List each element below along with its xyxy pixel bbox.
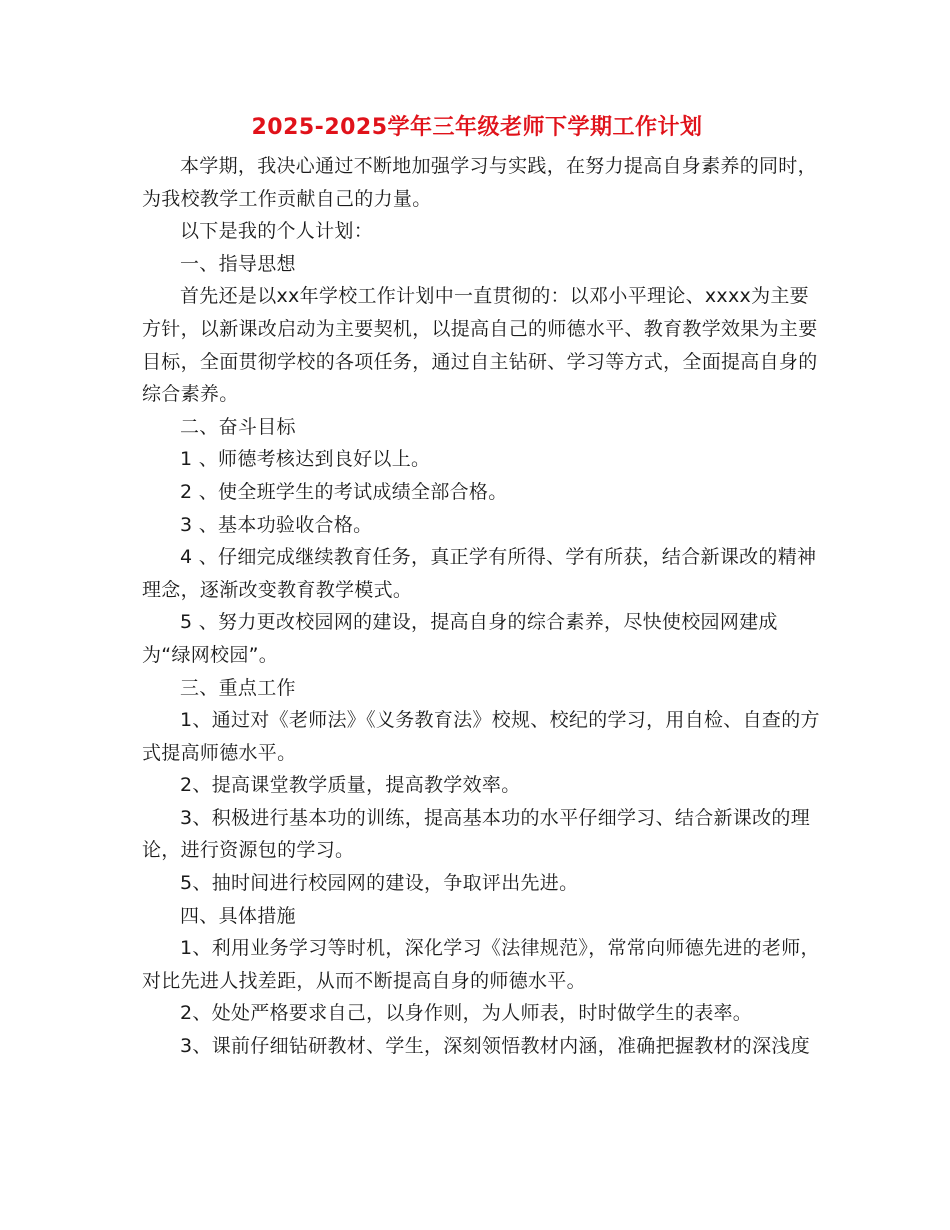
key-work-item-3: 3、积极进行基本功的训练，提高基本功的水平仔细学习、结合新课改的理论，进行资源包的学习。: [142, 806, 810, 862]
measure-item-2: 2、处处严格要求自己，以身作则，为人师表，时时做学生的表率。: [180, 1002, 753, 1025]
document-title: 2025-2025学年三年级老师下学期工作计划: [251, 115, 703, 140]
key-work-item-5: 5、抽时间进行校园网的建设，争取评出先进。: [180, 872, 579, 895]
section-heading-measures: 四、具体措施: [180, 904, 296, 927]
goal-item-5: 5 、努力更改校园网的建设，提高自身的综合素养，尽快使校园网建成为“绿网校园”。: [142, 611, 778, 666]
goal-item-4: 4 、仔细完成继续教育任务，真正学有所得、学有所获，结合新课改的精神理念，逐渐改变教育教学模式。: [142, 546, 817, 601]
goal-item-1: 1 、师德考核达到良好以上。: [180, 448, 431, 471]
measure-item-3: 3、课前仔细钻研教材、学生，深刻领悟教材内涵，准确把握教材的深浅度: [180, 1035, 810, 1058]
paragraph-plan-lead: 以下是我的个人计划：: [180, 220, 374, 243]
section-heading-guiding-thought: 一、指导思想: [180, 252, 296, 275]
key-work-item-1: 1、通过对《老师法》《义务教育法》校规、校纪的学习，用自检、自查的方式提高师德水平。: [142, 709, 820, 764]
document-page: [142, 108, 822, 1063]
section-heading-goals: 二、奋斗目标: [180, 415, 296, 438]
measure-item-1: 1、利用业务学习等时机，深化学习《法律规范》，常常向师德先进的老师，对比先进人找差距，从而不断提高自身的师德水平。: [142, 937, 820, 992]
key-work-item-2: 2、提高课堂教学质量，提高教学效率。: [180, 774, 521, 797]
paragraph-intro: 本学期，我决心通过不断地加强学习与实践，在努力提高自身素养的同时，为我校教学工作贡献自己的力量。: [142, 155, 817, 210]
goal-item-2: 2 、使全班学生的考试成绩全部合格。: [180, 480, 508, 503]
paragraph-guiding-thought: 首先还是以xx年学校工作计划中一直贯彻的：以邓小平理论、xxxx为主要方针，以新课改启动为主要契机，以提高自己的师德水平、教育教学效果为主要目标，全面贯彻学校的各项任务，通过自主钻研、学习等方式，全面提高自身的综合素养。: [142, 285, 818, 406]
section-heading-key-work: 三、重点工作: [180, 676, 296, 699]
goal-item-3: 3 、基本功验收合格。: [180, 513, 373, 536]
